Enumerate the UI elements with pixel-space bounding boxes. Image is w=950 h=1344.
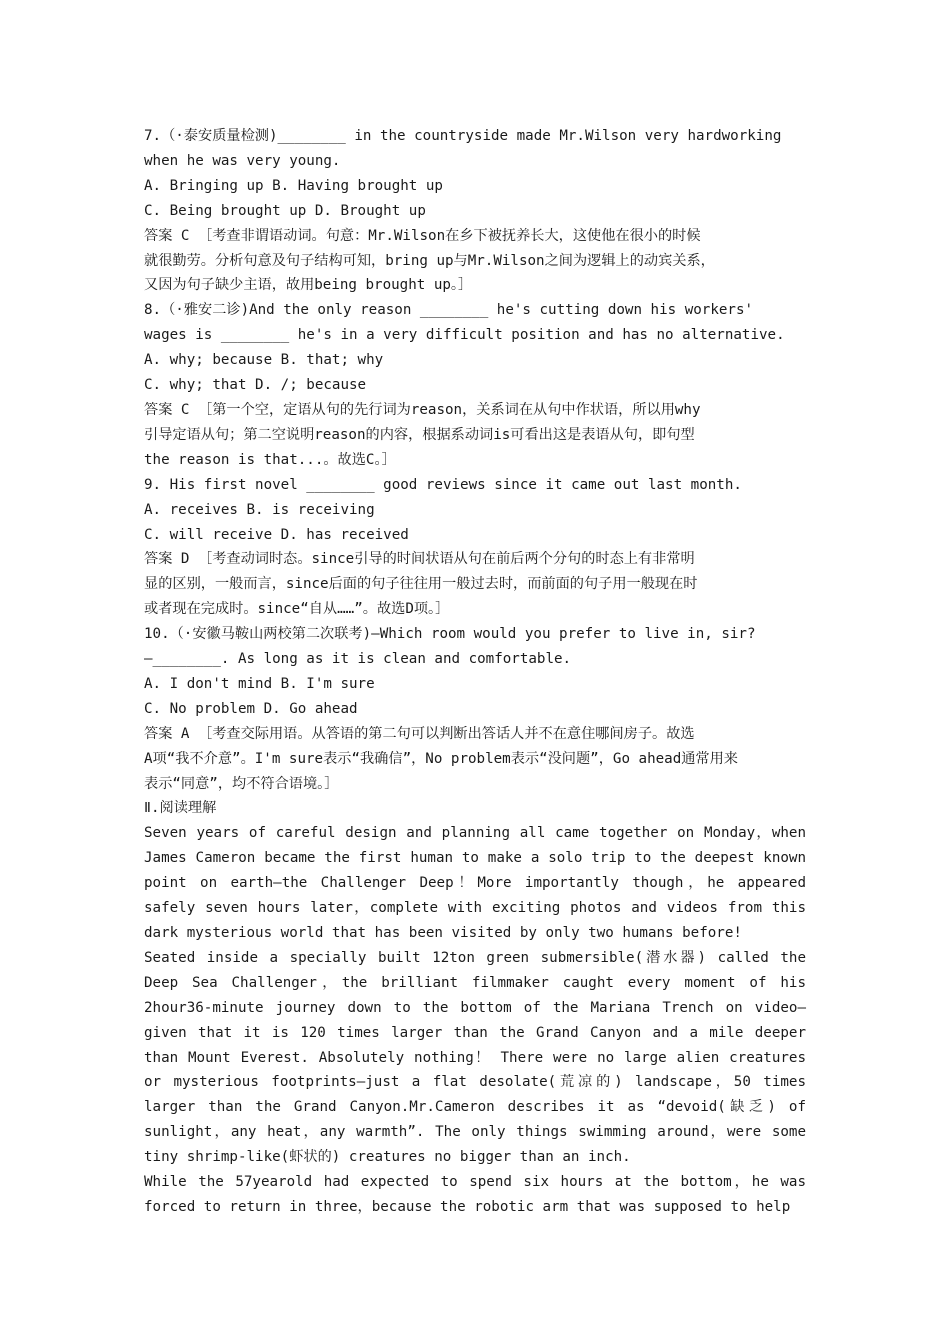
passage-paragraph: Seven years of careful design and planning all came together on Monday，when James Cameron became the first human to make a solo trip to the deepest known point on earth—the Challenger Deep！More importantly though，he appeared safely seven hours later，complete with exciting photos and videos from this dark mysterious world that has been visited by only two humans before! <box>144 825 806 941</box>
options-line: A. why; because B. that; why <box>144 352 384 369</box>
section-title: Ⅱ.阅读理解 <box>144 800 217 817</box>
answer-line: A项“我不介意”。I'm sure表示“我确信”，No problem表示“没问题”，Go ahead通常用来 <box>144 750 738 767</box>
question-10 <box>144 622 806 796</box>
answer-line: 答案 D ［考查动词时态。since引导的时间状语从句在前后两个分句的时态上有非常明 <box>144 551 695 568</box>
question-9 <box>144 473 806 622</box>
question-stem-line: when he was very young. <box>144 152 341 169</box>
answer-line: 引导定语从句；第二空说明reason的内容，根据系动词is可看出这是表语从句，即句型 <box>144 426 695 443</box>
options-line: A. Bringing up B. Having brought up <box>144 177 443 194</box>
question-stem-line: 8.（·雅安二诊)And the only reason ________ he's cutting down his workers' <box>144 302 754 319</box>
question-8 <box>144 298 806 472</box>
options-line: C. Being brought up D. Brought up <box>144 202 426 219</box>
options-line: A. I don't mind B. I'm sure <box>144 675 375 692</box>
answer-line: 答案 A ［考查交际用语。从答语的第二句可以判断出答话人并不在意住哪间房子。故选 <box>144 725 695 742</box>
question-stem-line: 9. His first novel ________ good reviews since it came out last month. <box>144 476 742 493</box>
question-stem-line: —________. As long as it is clean and comfortable. <box>144 651 572 668</box>
answer-line: 或者现在完成时。since“自从……”。故选D项。］ <box>144 601 450 618</box>
question-stem-line: 10.（·安徽马鞍山两校第二次联考)—Which room would you prefer to live in, sir? <box>144 626 756 643</box>
answer-line: 表示“同意”，均不符合语境。］ <box>144 775 339 792</box>
options-line: C. No problem D. Go ahead <box>144 700 358 717</box>
answer-line: 又因为句子缺少主语，故用being brought up。］ <box>144 277 473 294</box>
options-line: A. receives B. is receiving <box>144 501 375 518</box>
answer-line: 就很勤劳。分析句意及句子结构可知，bring up与Mr.Wilson之间为逻辑上的动宾关系， <box>144 252 715 269</box>
question-stem-line: 7.（·泰安质量检测)________ in the countryside made Mr.Wilson very hardworking <box>144 128 782 144</box>
question-stem-line: wages is ________ he's in a very difficult position and has no alternative. <box>144 327 785 344</box>
answer-line: the reason is that...。故选C。］ <box>144 451 396 468</box>
question-7 <box>144 124 806 298</box>
options-line: C. will receive D. has received <box>144 526 409 543</box>
answer-line: 显的区别，一般而言，since后面的句子往往用一般过去时，而前面的句子用一般现在时 <box>144 576 698 593</box>
passage-paragraph: While the 57yearold had expected to spend six hours at the bottom，he was forced to return in three，because the robotic arm that was supposed to help <box>144 1174 806 1215</box>
answer-line: 答案 C ［考查非谓语动词。句意：Mr.Wilson在乡下被抚养长大，这使他在很小的时候 <box>144 227 701 244</box>
document-page <box>144 124 806 1220</box>
reading-passage <box>144 821 806 1220</box>
passage-paragraph: Seated inside a specially built 12ton green submersible(潜水器) called the Deep Sea Challenger，the brilliant filmmaker caught every moment of his 2hour36-minute journey down to the bottom of the Mariana Trench on video—given that it is 120 times larger than the Grand Canyon and a mile deeper than Mount Everest. Absolutely nothing！ There were no large alien creatures or mysterious footprints—just a flat desolate(荒凉的) landscape，50 times larger than the Grand Canyon.Mr.Cameron describes it as “devoid(缺乏) of sunlight，any heat，any warmth”. The only things swimming around，were some tiny shrimp-like(虾状的) creatures no bigger than an inch. <box>144 949 806 1166</box>
answer-line: 答案 C ［第一个空，定语从句的先行词为reason，关系词在从句中作状语，所以用why <box>144 401 701 418</box>
options-line: C. why; that D. /; because <box>144 377 367 394</box>
